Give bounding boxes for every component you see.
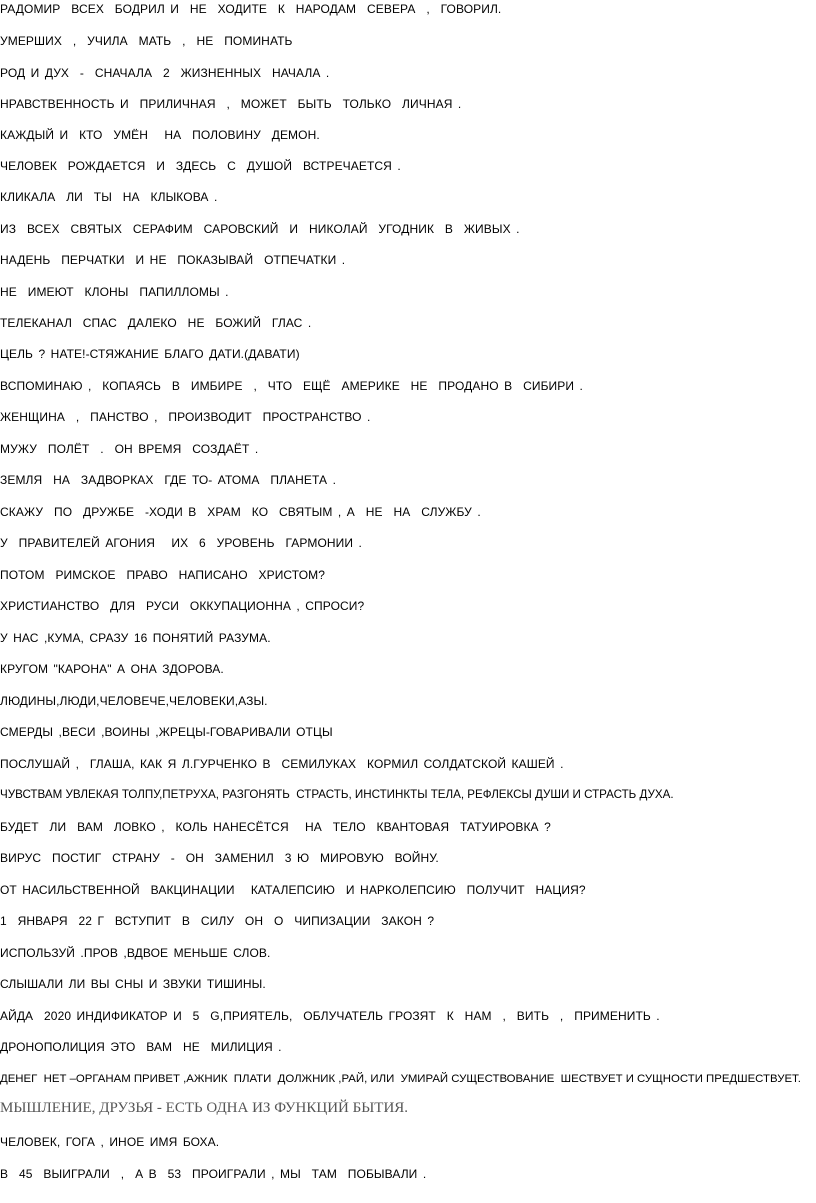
text-line: УМЕРШИХ , УЧИЛА МАТЬ , НЕ ПОМИНАТЬ — [0, 34, 293, 48]
text-line: БУДЕТ ЛИ ВАМ ЛОВКО , КОЛЬ НАНЕСЁТСЯ НА ТЕЛО КВАНТОВАЯ ТАТУИРОВКА ? — [0, 820, 551, 834]
text-line: ТЕЛЕКАНАЛ СПАС ДАЛЕКО НЕ БОЖИЙ ГЛАС . — [0, 316, 312, 330]
text-line: У НАС ,КУМА, СРАЗУ 16 ПОНЯТИЙ РАЗУМА. — [0, 631, 271, 645]
text-line: АЙДА 2020 ИНДИФИКАТОР И 5 G,ПРИЯТЕЛЬ, ОБЛУЧАТЕЛЬ ГРОЗЯТ К НАМ , ВИТЬ , ПРИМЕНИТЬ . — [0, 1009, 660, 1023]
text-line: ИЗ ВСЕХ СВЯТЫХ СЕРАФИМ САРОВСКИЙ И НИКОЛАЙ УГОДНИК В ЖИВЫХ . — [0, 222, 520, 236]
text-line: КЛИКАЛА ЛИ ТЫ НА КЛЫКОВА . — [0, 190, 218, 204]
text-line: НРАВСТВЕННОСТЬ И ПРИЛИЧНАЯ , МОЖЕТ БЫТЬ ТОЛЬКО ЛИЧНАЯ . — [0, 97, 462, 111]
text-line: ЧЕЛОВЕК, ГОГА , ИНОЕ ИМЯ БОХА. — [0, 1135, 220, 1149]
text-line: МУЖУ ПОЛЁТ . ОН ВРЕМЯ СОЗДАЁТ . — [0, 442, 259, 456]
heading-line: МЫШЛЕНИЕ, ДРУЗЬЯ - ЕСТЬ ОДНА ИЗ ФУНКЦИЙ БЫТИЯ. — [0, 1100, 409, 1116]
text-line: ПОСЛУШАЙ , ГЛАША, КАК Я Л.ГУРЧЕНКО В СЕМИЛУКАХ КОРМИЛ СОЛДАТСКОЙ КАШЕЙ . — [0, 757, 564, 771]
text-line: НАДЕНЬ ПЕРЧАТКИ И НЕ ПОКАЗЫВАЙ ОТПЕЧАТКИ . — [0, 253, 346, 267]
text-line: ЛЮДИНЫ,ЛЮДИ,ЧЕЛОВЕЧЕ,ЧЕЛОВЕКИ,АЗЫ. — [0, 694, 268, 708]
text-line: ОТ НАСИЛЬСТВЕННОЙ ВАКЦИНАЦИИ КАТАЛЕПСИЮ И НАРКОЛЕПСИЮ ПОЛУЧИТ НАЦИЯ? — [0, 883, 586, 897]
text-line: РАДОМИР ВСЕХ БОДРИЛ И НЕ ХОДИТЕ К НАРОДАМ СЕВЕРА , ГОВОРИЛ. — [0, 2, 502, 16]
text-line: ЦЕЛЬ ? НАТЕ!-СТЯЖАНИЕ БЛАГО ДАТИ.(ДАВАТИ) — [0, 347, 300, 361]
text-line: ЧУВСТВАМ УВЛЕКАЯ ТОЛПУ,ПЕТРУХА, РАЗГОНЯТЬ СТРАСТЬ, ИНСТИНКТЫ ТЕЛА, РЕФЛЕКСЫ ДУШИ И СТРАСТЬ ДУХА. — [0, 788, 674, 801]
text-line: НЕ ИМЕЮТ КЛОНЫ ПАПИЛЛОМЫ . — [0, 285, 229, 299]
text-line: ПОТОМ РИМСКОЕ ПРАВО НАПИСАНО ХРИСТОМ? — [0, 568, 325, 582]
text-line: У ПРАВИТЕЛЕЙ АГОНИЯ ИХ 6 УРОВЕНЬ ГАРМОНИИ . — [0, 536, 362, 550]
text-line: ДРОНОПОЛИЦИЯ ЭТО ВАМ НЕ МИЛИЦИЯ . — [0, 1040, 282, 1054]
text-line: ВИРУС ПОСТИГ СТРАНУ - ОН ЗАМЕНИЛ 3 Ю МИРОВУЮ ВОЙНУ. — [0, 851, 439, 865]
text-line: СЛЫШАЛИ ЛИ ВЫ СНЫ И ЗВУКИ ТИШИНЫ. — [0, 977, 266, 991]
text-line: КАЖДЫЙ И КТО УМЁН НА ПОЛОВИНУ ДЕМОН. — [0, 128, 320, 142]
text-line: СКАЖУ ПО ДРУЖБЕ -ХОДИ В ХРАМ КО СВЯТЫМ , А НЕ НА СЛУЖБУ . — [0, 505, 481, 519]
text-line: ВСПОМИНАЮ , КОПАЯСЬ В ИМБИРЕ , ЧТО ЕЩЁ АМЕРИКЕ НЕ ПРОДАНО В СИБИРИ . — [0, 379, 583, 393]
text-line: ЗЕМЛЯ НА ЗАДВОРКАХ ГДЕ ТО- АТОМА ПЛАНЕТА . — [0, 473, 337, 487]
text-line: СМЕРДЫ ,ВЕСИ ,ВОИНЫ ,ЖРЕЦЫ-ГОВАРИВАЛИ ОТЦЫ — [0, 725, 333, 739]
text-line: ЖЕНЩИНА , ПАНСТВО , ПРОИЗВОДИТ ПРОСТРАНСТВО . — [0, 410, 371, 424]
text-line: В 45 ВЫИГРАЛИ , А В 53 ПРОИГРАЛИ , МЫ ТАМ ПОБЫВАЛИ . — [0, 1167, 427, 1181]
text-line: ИСПОЛЬЗУЙ .ПРОВ ,ВДВОЕ МЕНЬШЕ СЛОВ. — [0, 946, 271, 960]
text-line: РОД И ДУХ - СНАЧАЛА 2 ЖИЗНЕННЫХ НАЧАЛА . — [0, 66, 330, 80]
text-line: КРУГОМ "КАРОНА" А ОНА ЗДОРОВА. — [0, 662, 224, 676]
text-line: ХРИСТИАНСТВО ДЛЯ РУСИ ОККУПАЦИОННА , СПРОСИ? — [0, 599, 365, 613]
text-line: ДЕНЕГ НЕТ –ОРГАНАМ ПРИВЕТ ,АЖНИК ПЛАТИ ДОЛЖНИК ,РАЙ, ИЛИ УМИРАЙ СУЩЕСТВОВАНИЕ ШЕСТВУЕТ И СУЩНОСТИ ПРЕДШЕСТВУЕТ. — [0, 1073, 801, 1085]
text-line: ЧЕЛОВЕК РОЖДАЕТСЯ И ЗДЕСЬ С ДУШОЙ ВСТРЕЧАЕТСЯ . — [0, 159, 401, 173]
text-line: 1 ЯНВАРЯ 22 Г ВСТУПИТ В СИЛУ ОН О ЧИПИЗАЦИИ ЗАКОН ? — [0, 914, 435, 928]
